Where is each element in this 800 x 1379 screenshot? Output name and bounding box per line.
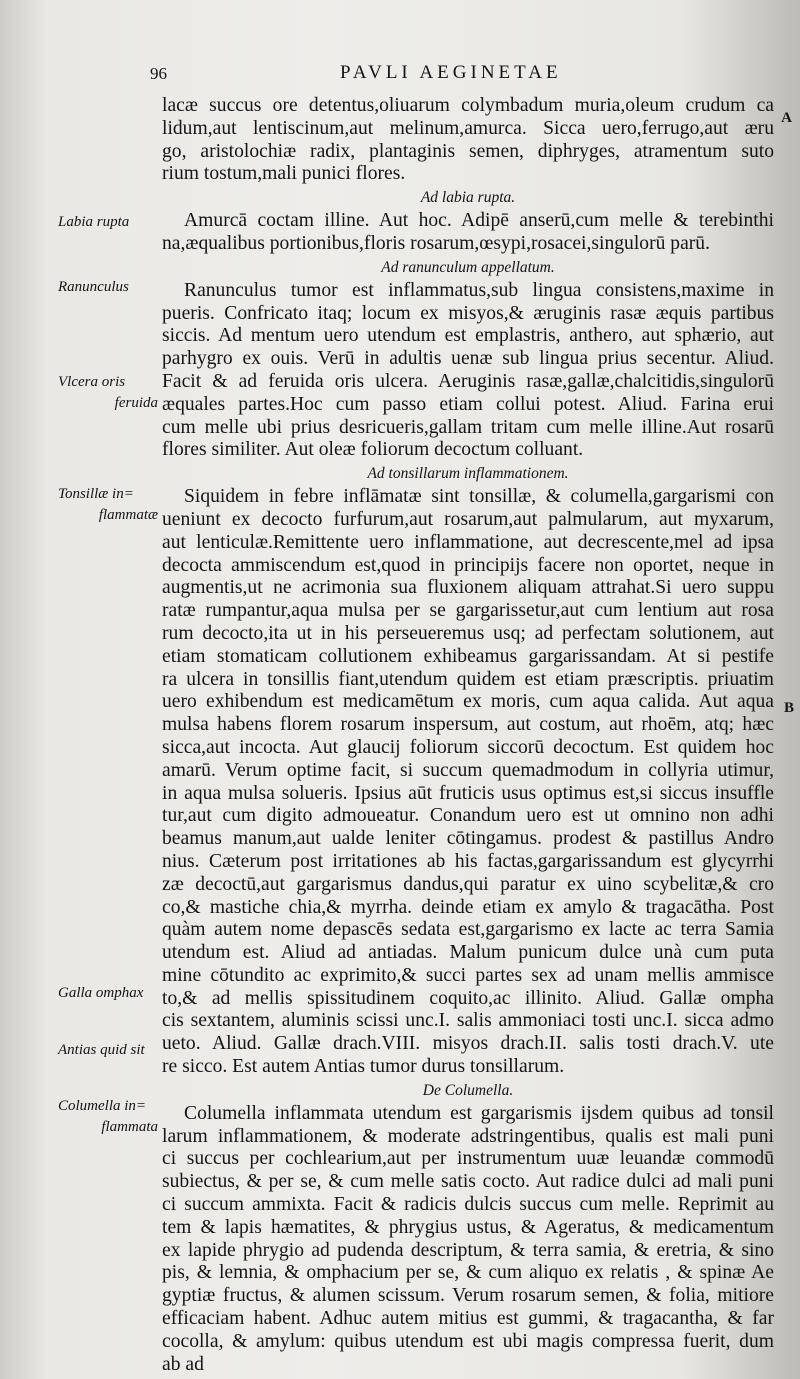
text-line: re sicco. Est autem Antias tumor durus tonsillarum.	[162, 1056, 565, 1078]
text-line: aut lenticulæ.Remittente uero inflammatione, aut decrescente,mel ad ipsa	[162, 531, 774, 553]
text-line: beamus manum,aut ualde leniter cōtingamus. prodest & pastillus Andro	[162, 828, 774, 850]
text-line: efficaciam habent. Adhuc autem mitius est gummi, & tragacantha, & far	[162, 1308, 774, 1330]
margin-note-line: flammata	[101, 1119, 158, 1135]
text-line: lidum,aut lentiscinum,aut melinum,amurca. Sicca uero,ferrugo,aut æru	[162, 117, 774, 139]
text-line: ra ulcera in tonsillis fiant,utendum quidem est etiam præscriptis. priuatim	[162, 668, 774, 690]
running-title: PAVLI AEGINETAE	[340, 62, 562, 83]
margin-note	[58, 1040, 158, 1061]
text-line: Facit & ad feruida oris ulcera. Aeruginis rasæ,gallæ,chalcitidis,singulorū	[162, 370, 774, 392]
margin-note-line: Antias quid sit	[58, 1042, 145, 1058]
text-line: go, aristolochiæ radix, plantaginis semen, diphryges, atramentum suto	[162, 140, 774, 162]
signature-mark-a: A	[781, 110, 792, 126]
margin-note-line: Vlcera oris	[58, 374, 126, 390]
text-line: siccis. Ad mentum uero utendum est emplastris, anthero, aut sphærio, aut	[162, 325, 774, 347]
page-number: 96	[150, 64, 167, 83]
margin-note	[58, 983, 158, 1004]
text-line: cocolla, & amylum: quibus utendum est ubi magis compressa fuerit, dum	[162, 1330, 774, 1352]
text-line: flores similiter. Aut oleæ foliorum decoctum colluant.	[162, 439, 584, 461]
section-heading: Ad labia rupta.	[420, 189, 516, 207]
section-heading: Ad ranunculum appellatum.	[381, 258, 555, 276]
margin-note	[58, 212, 158, 233]
text-line: uero exhibendum est medicamētum ex moris, cum aqua calida. Aut aqua	[162, 691, 774, 713]
margin-note-line: Tonsillæ in=	[58, 486, 134, 502]
text-line: cum melle ubi prius desricueris,gallam tritam cum melle illine.Aut rosarū	[162, 416, 774, 438]
margin-note-line: Columella in=	[58, 1098, 147, 1114]
text-line: ueniunt ex decocto furfurum,aut rosarum,aut palmularum, aut myxarum,	[162, 508, 774, 530]
margin-note-line: Ranunculus	[58, 279, 129, 295]
margin-note-line: Galla omphax	[58, 985, 144, 1001]
text-line: mulsa habens florem rosarum inspersum, aut costum, aut rhoēm, atq; hæc	[162, 714, 774, 736]
text-line: etiam stomaticam collutionem exhibeamus gargarissandam. At si pestife	[162, 645, 774, 667]
text-line: in aqua mulsa solueris. Ipsius aūt fruticis usus optimus est,si siccus insuffle	[162, 782, 774, 804]
text-line: ci succum ammixta. Facit & radicis dulcis succus cum melle. Reprimit au	[162, 1194, 774, 1216]
paragraph	[162, 1103, 774, 1377]
text-line: rium tostum,mali punici flores.	[162, 163, 406, 185]
paragraph	[162, 210, 774, 256]
text-line: ci succus per cochlearium,aut per instrumentum uuæ leuandæ commodū	[162, 1148, 774, 1170]
text-line: decocta ammiscendum est,quod in principijs facere non oportet, neque in	[162, 554, 774, 576]
margin-note-line: feruida	[114, 395, 158, 411]
text-line: na,æqualibus portionibus,floris rosarum,œsypi,rosacei,singulorū parū.	[162, 232, 711, 254]
paragraph	[162, 95, 774, 186]
text-line: tur,aut cum digito admoueatur. Conandum uero est ut omnino non adhi	[162, 805, 774, 827]
text-line: æquales partes.Hoc cum passo etiam collui potest. Aliud. Farina erui	[162, 393, 774, 415]
text-line: sicca,aut incocta. Aut glaucij foliorum siccorū decoctum. Est quidem hoc	[162, 736, 774, 758]
text-line: parhygro ex ouis. Verū in adultis uenæ sub lingua prius secentur. Aliud.	[162, 348, 774, 370]
text-line: utendum est. Aliud ad antiadas. Malum punicum dulce unà cum puta	[162, 942, 774, 964]
main-text	[162, 95, 774, 1376]
text-line: Columella inflammata utendum est gargarismis ijsdem quibus ad tonsil	[184, 1102, 774, 1124]
section-heading: De Columella.	[422, 1081, 514, 1099]
margin-note-line: flammatæ	[98, 507, 158, 523]
text-line: mine cōtundito ac exprimito,& succi partes sex ad unam mellis ammisce	[162, 964, 774, 986]
text-line: ex lapide phrygio ad pudenda descriptum, & terra samia, & eretria, & sino	[162, 1239, 774, 1261]
margin-note	[58, 277, 158, 298]
section-heading: Ad tonsillarum inflammationem.	[367, 465, 569, 483]
text-line: tem & lapis hæmatites, & phrygius ustus, & Ageratus, & medicamentum	[162, 1216, 774, 1238]
text-line: nius. Cæterum post irritationes ab his factas,gargarissandum est glycyrrhi	[162, 850, 774, 872]
text-line: Amurcā coctam illine. Aut hoc. Adipē anserū,cum melle & terebinthi	[184, 210, 774, 232]
text-line: cis sextantem, aluminis scissi unc.I. salis ammoniaci tosti unc.I. sicca admo	[162, 1010, 774, 1032]
text-line: to,& ad mellis spissitudinem coquito,ac illinito. Aliud. Gallæ ompha	[162, 987, 774, 1009]
text-line: subiectus, & per se, & cum melle satis cocto. Aut radice dulci ad mali puni	[162, 1171, 774, 1193]
text-line: co,& mastiche chia,& myrrha. deinde etiam ex amylo & tragacātha. Post	[162, 896, 774, 918]
text-line: ab ad	[162, 1353, 204, 1375]
text-line: Siquidem in febre inflāmatæ sint tonsillæ, & columella,gargarismi con	[184, 486, 774, 508]
text-line: pis, & lemnia, & omphacium per se, & cum aliquo ex relatis , & spinæ Ae	[162, 1262, 774, 1284]
text-line: rum decocto,ita ut in his perseueremus usq; ad perfectam solutionem, aut	[162, 622, 774, 644]
text-line: ratæ rumpantur,aqua mulsa per se gargarissetur,aut cum lentium aut rosa	[162, 600, 774, 622]
signature-mark-b: B	[783, 700, 794, 716]
page-header	[150, 60, 770, 90]
text-line: gyptiæ fructus, & alumen scissum. Verum rosarum semen, & folia, mitiore	[162, 1285, 774, 1307]
margin-note-line: Labia rupta	[58, 214, 130, 230]
margin-note	[58, 484, 158, 526]
text-line: Ranunculus tumor est inflammatus,sub lingua consistens,maxime in	[184, 279, 774, 301]
paragraph	[162, 486, 774, 1079]
text-line: lacæ succus ore detentus,oliuarum colymbadum muria,oleum crudum ca	[162, 95, 774, 116]
text-line: augmentis,ut ne acrimonia sua fluxionem aliquam attrahat.Si uero suppu	[162, 577, 774, 599]
text-line: zæ decoctū,aut gargarismus dandus,qui paratur ex uino scybelitæ,& cro	[162, 873, 774, 895]
paragraph	[162, 280, 774, 462]
margin-note	[58, 1096, 158, 1138]
text-line: ueto. Aliud. Gallæ drach.VIII. misyos drach.II. salis tosti drach.V. ute	[162, 1033, 774, 1055]
text-line: quàm autem nome depascēs sedata est,gargarismo ex lacte ac terra Samia	[162, 919, 774, 941]
margin-note	[58, 372, 158, 414]
text-line: larum inflammationem, & moderate adstringentibus, qualis est mali puni	[162, 1125, 774, 1147]
text-line: amarū. Verum optime facit, si succum quemadmodum in collyria utimur,	[162, 759, 774, 781]
text-line: pueris. Confricato itaq; locum ex misyos,& æruginis rasæ æquis partibus	[162, 302, 774, 324]
